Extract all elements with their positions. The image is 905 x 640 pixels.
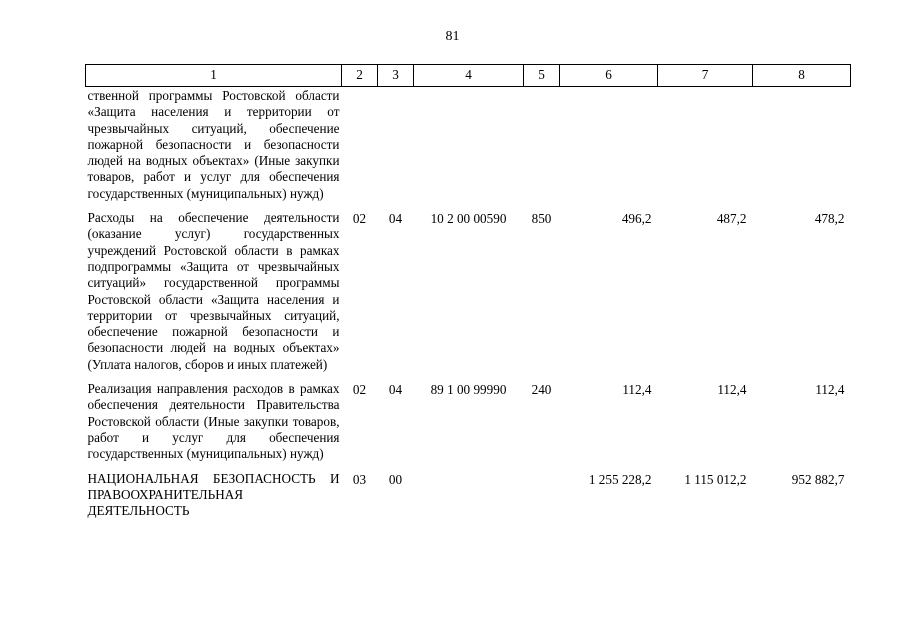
- row-target-article: [414, 87, 524, 211]
- row-amount-year-2: [658, 87, 753, 211]
- table-row: [86, 381, 851, 470]
- row-target-article: 89 1 00 99990: [430, 382, 507, 398]
- row-amount-year-1: 1 255 228,2: [588, 471, 652, 487]
- row-subsection: 00: [388, 471, 403, 487]
- row-subsection: 04: [388, 211, 403, 227]
- header-col-5: 5: [524, 65, 560, 87]
- row-section: 02: [352, 211, 367, 227]
- row-expense-type: [524, 87, 560, 211]
- row-section: 03: [352, 471, 367, 487]
- header-row: [86, 65, 851, 87]
- row-amount-year-3: 952 882,7: [791, 471, 845, 487]
- row-amount-year-2: 487,2: [716, 211, 747, 227]
- row-amount-year-1: [560, 87, 658, 211]
- budget-table: [85, 64, 851, 527]
- row-amount-year-2: 1 115 012,2: [684, 471, 747, 487]
- header-col-4: 4: [414, 65, 524, 87]
- header-col-8: 8: [753, 65, 851, 87]
- row-subsection: 04: [388, 382, 403, 398]
- row-name: Реализация направления расходов в рамках обеспечения деятельности Правительства Ростовской области (Иные закупки товаров, работ и услуг для обеспечения государственных (муниципальных) нужд): [87, 381, 340, 462]
- header-col-2: 2: [342, 65, 378, 87]
- row-name: Расходы на обеспечение деятельности (оказание услуг) государственных учреждений Ростовской области в рамках подпрограммы «Защита от чрезвычайных ситуаций» государственной программы Ростовской области «Защита населения и территории от чрезвычайных ситуаций, обеспечение пожарной безопасности и безопасности людей на водных объектах» (Уплата налогов, сборов и иных платежей): [87, 210, 340, 372]
- row-amount-year-3: 112,4: [815, 382, 845, 398]
- header-col-6: 6: [560, 65, 658, 87]
- row-expense-type: 850: [531, 211, 552, 227]
- table-header: [86, 65, 851, 87]
- table-row: [86, 210, 851, 381]
- row-section: [342, 87, 378, 211]
- header-col-1: 1: [86, 65, 342, 87]
- row-name: НАЦИОНАЛЬНАЯ БЕЗОПАСНОСТЬ И ПРАВООХРАНИТЕЛЬНАЯ ДЕЯТЕЛЬНОСТЬ: [87, 470, 340, 519]
- row-amount-year-2: 112,4: [717, 382, 747, 398]
- row-section: 02: [352, 382, 367, 398]
- row-expense-type: 240: [531, 382, 552, 398]
- header-col-7: 7: [658, 65, 753, 87]
- header-col-3: 3: [378, 65, 414, 87]
- row-subsection: [378, 87, 414, 211]
- row-amount-year-1: 112,4: [622, 382, 652, 398]
- row-target-article: [414, 471, 524, 528]
- row-expense-type: [524, 471, 560, 528]
- row-amount-year-1: 496,2: [621, 211, 652, 227]
- row-name: ственной программы Ростовской области «Защита населения и территории от чрезвычайных ситуаций, обеспечение пожарной безопасности и безопасности людей на водных объектах» (Иные закупки товаров, работ и услуг для обеспечения государственных (муниципальных) нужд): [87, 88, 340, 201]
- table-row: [86, 87, 851, 211]
- row-amount-year-3: 478,2: [814, 211, 845, 227]
- page-number: 81: [445, 29, 460, 44]
- table-row: [86, 471, 851, 528]
- table-body: [86, 87, 851, 528]
- row-target-article: 10 2 00 00590: [430, 211, 507, 227]
- row-amount-year-3: [753, 87, 851, 211]
